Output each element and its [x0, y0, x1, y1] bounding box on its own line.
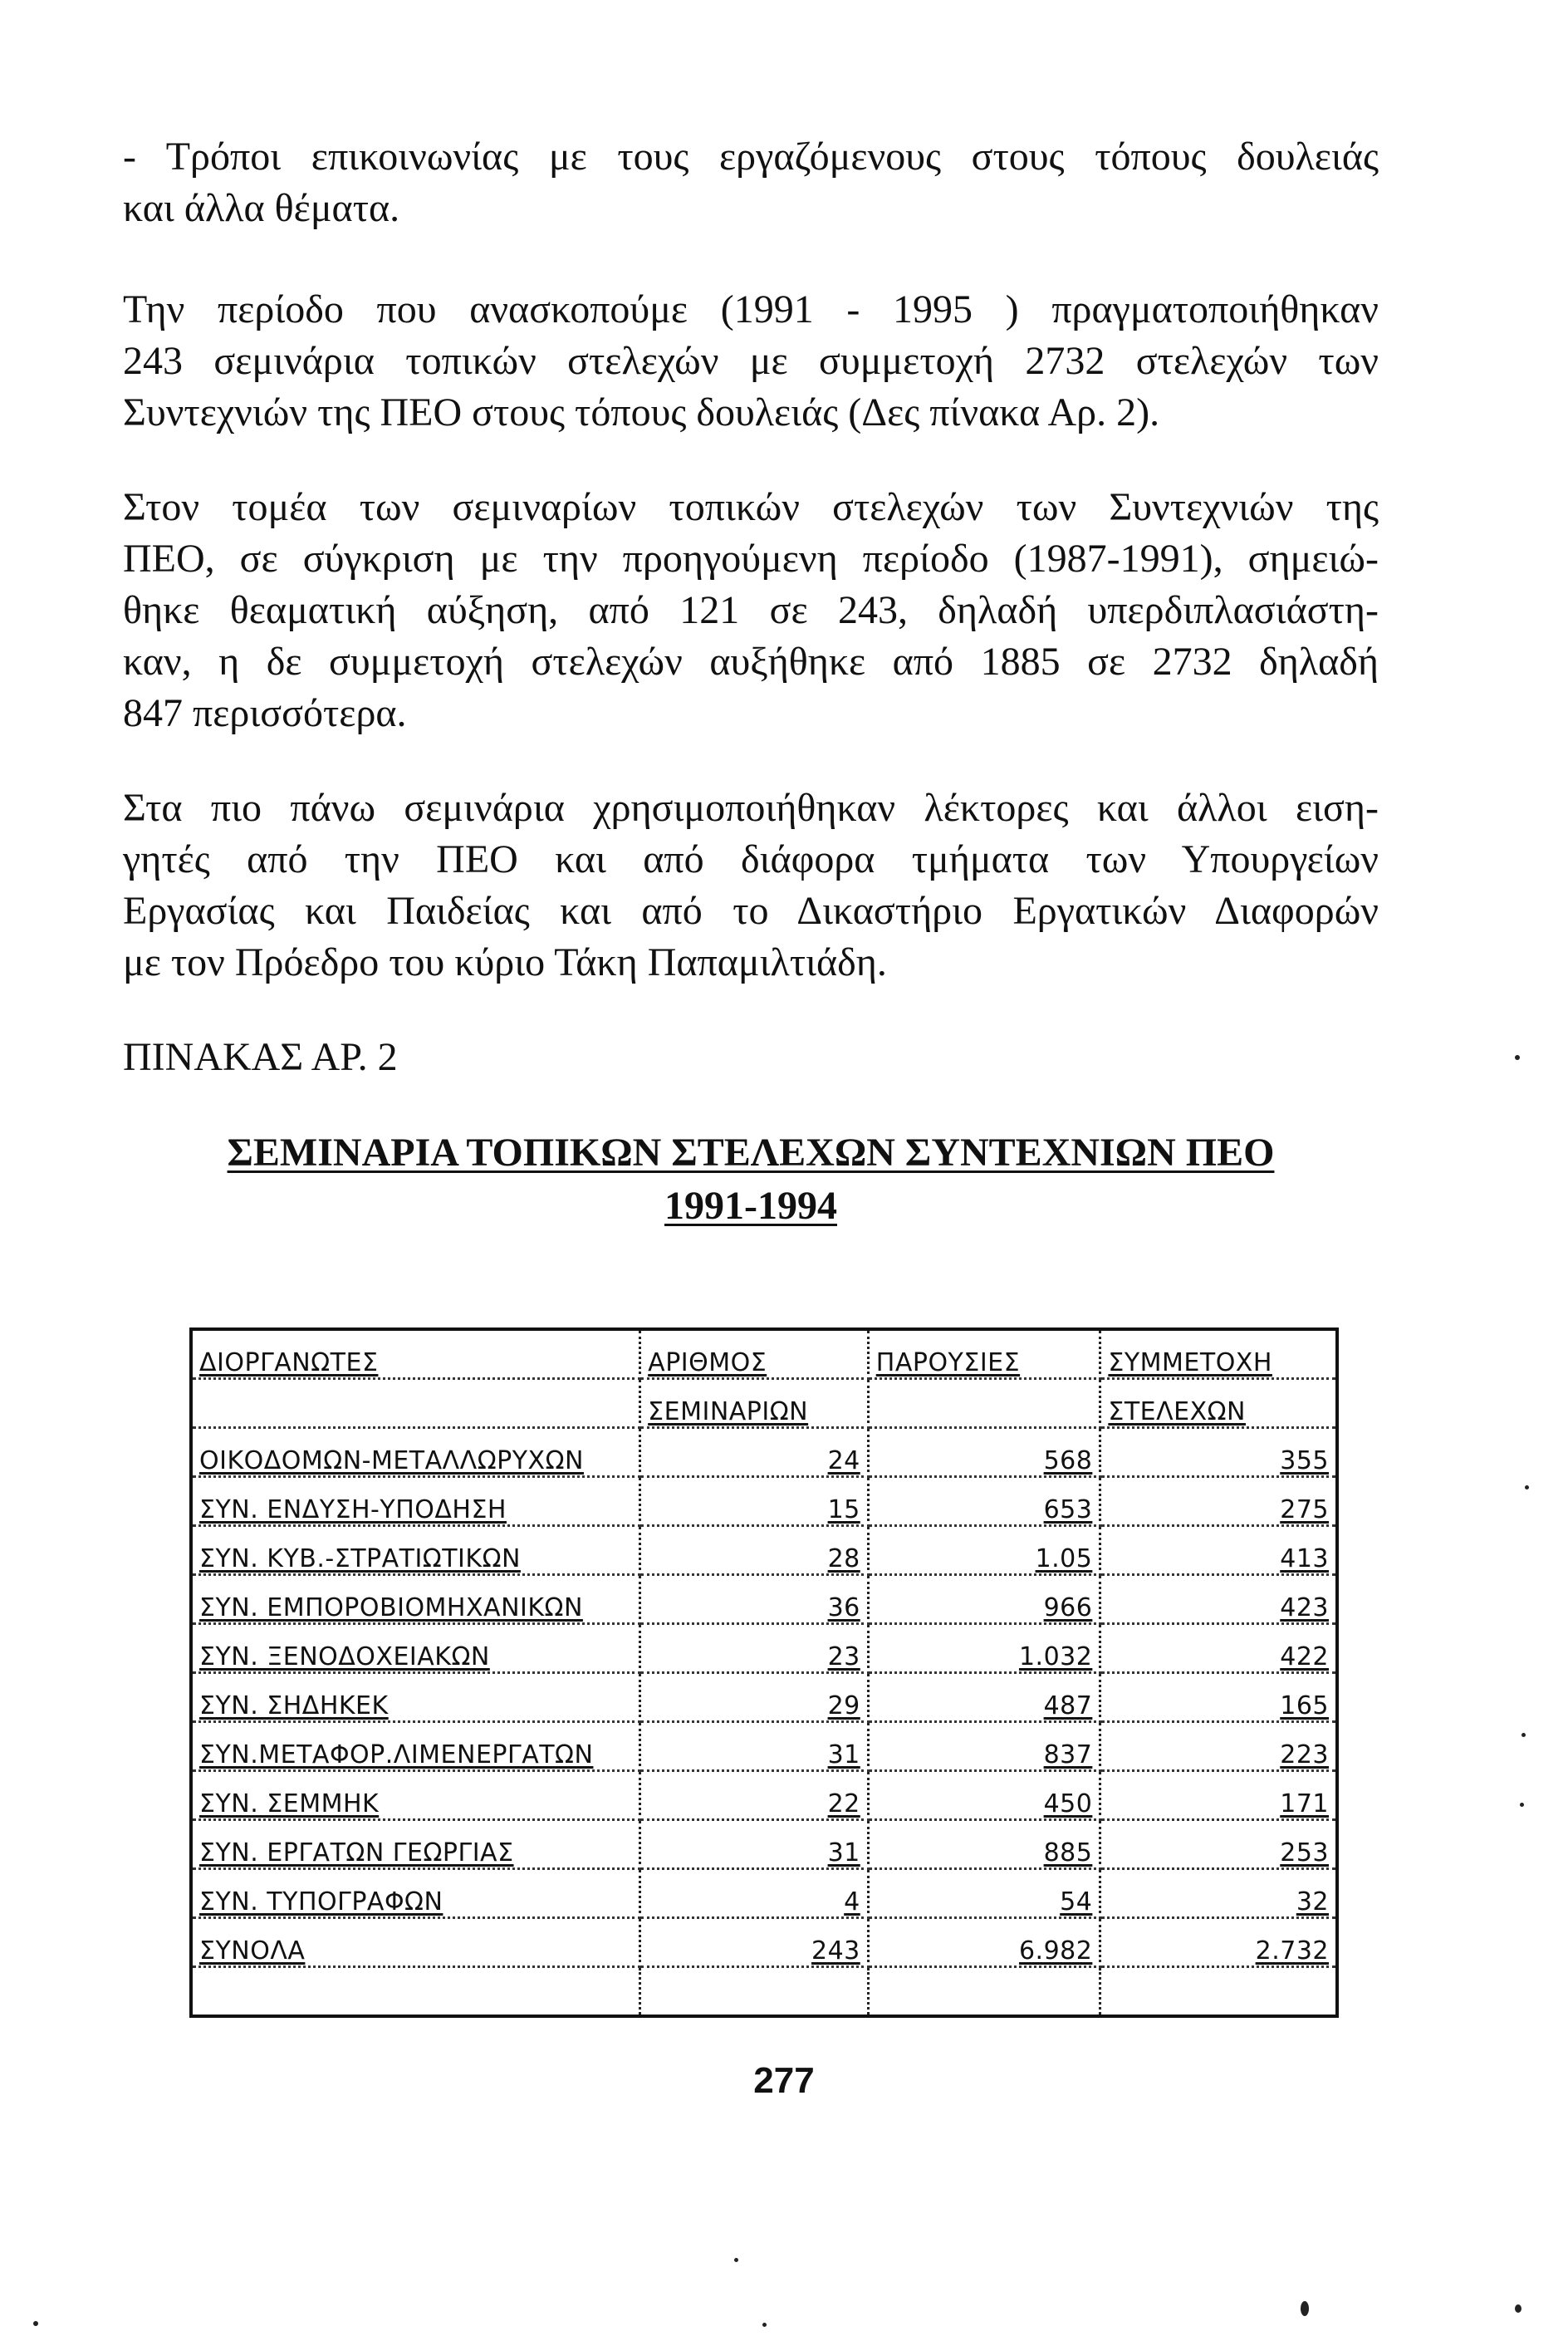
header-attendance: ΠΑΡΟΥΣΙΕΣ — [868, 1329, 1100, 1379]
text-line: ΠΕΟ, σε σύγκριση με την προηγούμενη περίοδο (1987-1991), σημειώ- — [123, 537, 1379, 581]
text-line: και άλλα θέματα. — [123, 186, 400, 230]
organizer-cell: ΣΥΝ. ΣΗΔΗΚΕΚ — [191, 1673, 640, 1722]
seminars-cell: 36 — [640, 1575, 869, 1624]
blank-cell — [1100, 1967, 1337, 2017]
text-line: Στα πιο πάνω σεμινάρια χρησιμοποιήθηκαν λέκτορες και άλλοι ειση- — [123, 786, 1379, 830]
text-line: με τον Πρόεδρο του κύριο Τάκη Παπαμιλτιάδη. — [123, 940, 887, 984]
participation-cell: 422 — [1100, 1624, 1337, 1673]
organizer-cell: ΣΥΝΟΛΑ — [191, 1918, 640, 1967]
paragraph-communication — [123, 131, 1379, 234]
text-line: Την περίοδο που ανασκοπούμε (1991 - 1995 ) πραγματοποιήθηκαν — [123, 287, 1379, 331]
header-number: ΑΡΙΘΜΟΣ — [640, 1329, 869, 1379]
paragraph-comparison — [123, 482, 1379, 739]
scan-speck — [734, 2258, 738, 2262]
attendance-cell: 966 — [868, 1575, 1100, 1624]
scan-speck — [33, 2321, 38, 2326]
participation-cell: 253 — [1100, 1820, 1337, 1869]
participation-cell: 2.732 — [1100, 1918, 1337, 1967]
table-row — [191, 1624, 1337, 1673]
table-title: ΣΕΜΙΝΑΡΙΑ ΤΟΠΙΚΩΝ ΣΤΕΛΕΧΩΝ ΣΥΝΤΕΧΝΙΩΝ ΠΕΟ — [227, 1131, 1275, 1175]
paragraph-review-period — [123, 284, 1379, 439]
seminars-cell: 28 — [640, 1526, 869, 1575]
organizer-cell: ΣΥΝ. ΤΥΠΟΓΡΑΦΩΝ — [191, 1869, 640, 1918]
attendance-cell: 653 — [868, 1477, 1100, 1526]
attendance-cell: 1.05 — [868, 1526, 1100, 1575]
seminars-cell: 31 — [640, 1722, 869, 1771]
scan-speck — [1515, 2304, 1521, 2313]
attendance-cell: 885 — [868, 1820, 1100, 1869]
table-row — [191, 1673, 1337, 1722]
seminars-cell: 22 — [640, 1771, 869, 1820]
attendance-cell: 6.982 — [868, 1918, 1100, 1967]
organizer-cell: ΣΥΝ. ΕΝΔΥΣΗ-ΥΠΟΔΗΣΗ — [191, 1477, 640, 1526]
scan-speck — [1521, 1733, 1526, 1737]
participation-cell: 355 — [1100, 1428, 1337, 1477]
text-line: - Τρόποι επικοινωνίας με τους εργαζόμενους στους τόπους δουλειάς — [123, 135, 1379, 179]
table-row — [191, 1722, 1337, 1771]
text-line: καν, η δε συμμετοχή στελεχών αυξήθηκε από 1885 σε 2732 δηλαδή — [123, 640, 1379, 684]
header-empty-cell — [868, 1379, 1100, 1428]
attendance-cell: 1.032 — [868, 1624, 1100, 1673]
participation-cell: 223 — [1100, 1722, 1337, 1771]
table-label: ΠΙΝΑΚΑΣ ΑΡ. 2 — [123, 1035, 398, 1079]
header-empty-cell — [191, 1379, 640, 1428]
scan-speck — [1525, 1485, 1529, 1489]
seminars-cell: 29 — [640, 1673, 869, 1722]
organizer-cell: ΣΥΝ. ΕΜΠΟΡΟΒΙΟΜΗΧΑΝΙΚΩΝ — [191, 1575, 640, 1624]
text-line: Στον τομέα των σεμιναρίων τοπικών στελεχών των Συντεχνιών της — [123, 485, 1379, 529]
participation-cell: 32 — [1100, 1869, 1337, 1918]
organizer-cell: ΟΙΚΟΔΟΜΩΝ-ΜΕΤΑΛΛΩΡΥΧΩΝ — [191, 1428, 640, 1477]
participation-cell: 413 — [1100, 1526, 1337, 1575]
table-row — [191, 1526, 1337, 1575]
participation-cell: 171 — [1100, 1771, 1337, 1820]
scan-speck — [762, 2323, 767, 2327]
header-organizers: ΔΙΟΡΓΑΝΩΤΕΣ — [191, 1329, 640, 1379]
table-body — [191, 1428, 1337, 1967]
scan-speck — [1301, 2301, 1309, 2316]
text-line: γητές από την ΠΕΟ και από διάφορα τμήματα των Υπουργείων — [123, 837, 1379, 881]
header-participation: ΣΥΜΜΕΤΟΧΗ — [1100, 1329, 1337, 1379]
organizer-cell: ΣΥΝ. ΚΥΒ.-ΣΤΡΑΤΙΩΤΙΚΩΝ — [191, 1526, 640, 1575]
table-row — [191, 1428, 1337, 1477]
participation-cell: 165 — [1100, 1673, 1337, 1722]
table-row — [191, 1575, 1337, 1624]
seminars-cell: 15 — [640, 1477, 869, 1526]
attendance-cell: 54 — [868, 1869, 1100, 1918]
table-blank-row — [191, 1967, 1337, 2017]
header-seminars: ΣΕΜΙΝΑΡΙΩΝ — [640, 1379, 869, 1428]
page-number: 277 — [753, 2060, 815, 2101]
scan-speck — [1520, 1803, 1524, 1807]
seminars-cell: 4 — [640, 1869, 869, 1918]
table-row — [191, 1918, 1337, 1967]
text-line: Συντεχνιών της ΠΕΟ στους τόπους δουλειάς (Δες πίνακα Αρ. 2). — [123, 390, 1160, 434]
organizer-cell: ΣΥΝ.ΜΕΤΑΦΟΡ.ΛΙΜΕΝΕΡΓΑΤΩΝ — [191, 1722, 640, 1771]
table-row — [191, 1771, 1337, 1820]
attendance-cell: 487 — [868, 1673, 1100, 1722]
seminars-cell: 23 — [640, 1624, 869, 1673]
header-staff: ΣΤΕΛΕΧΩΝ — [1100, 1379, 1337, 1428]
text-line: 847 περισσότερα. — [123, 691, 407, 735]
paragraph-lecturers — [123, 783, 1379, 989]
seminars-cell: 31 — [640, 1820, 869, 1869]
attendance-cell: 837 — [868, 1722, 1100, 1771]
blank-cell — [191, 1967, 640, 2017]
attendance-cell: 568 — [868, 1428, 1100, 1477]
organizer-cell: ΣΥΝ. ΞΕΝΟΔΟΧΕΙΑΚΩΝ — [191, 1624, 640, 1673]
blank-cell — [868, 1967, 1100, 2017]
table-row — [191, 1820, 1337, 1869]
table-row — [191, 1477, 1337, 1526]
organizer-cell: ΣΥΝ. ΕΡΓΑΤΩΝ ΓΕΩΡΓΙΑΣ — [191, 1820, 640, 1869]
table-title-years: 1991-1994 — [664, 1184, 837, 1228]
table-header-row — [191, 1329, 1337, 1379]
participation-cell: 275 — [1100, 1477, 1337, 1526]
text-line: 243 σεμινάρια τοπικών στελεχών με συμμετοχή 2732 στελεχών των — [123, 339, 1379, 383]
scan-speck — [1515, 1055, 1520, 1060]
attendance-cell: 450 — [868, 1771, 1100, 1820]
text-line: θηκε θεαματική αύξηση, από 121 σε 243, δηλαδή υπερδιπλασιάστη- — [123, 588, 1379, 632]
organizer-cell: ΣΥΝ. ΣΕΜΜΗΚ — [191, 1771, 640, 1820]
seminars-table — [189, 1327, 1339, 2018]
table-header-row-2 — [191, 1379, 1337, 1428]
seminars-cell: 24 — [640, 1428, 869, 1477]
seminars-cell: 243 — [640, 1918, 869, 1967]
participation-cell: 423 — [1100, 1575, 1337, 1624]
blank-cell — [640, 1967, 869, 2017]
text-line: Εργασίας και Παιδείας και από το Δικαστήριο Εργατικών Διαφορών — [123, 889, 1379, 933]
table-row — [191, 1869, 1337, 1918]
